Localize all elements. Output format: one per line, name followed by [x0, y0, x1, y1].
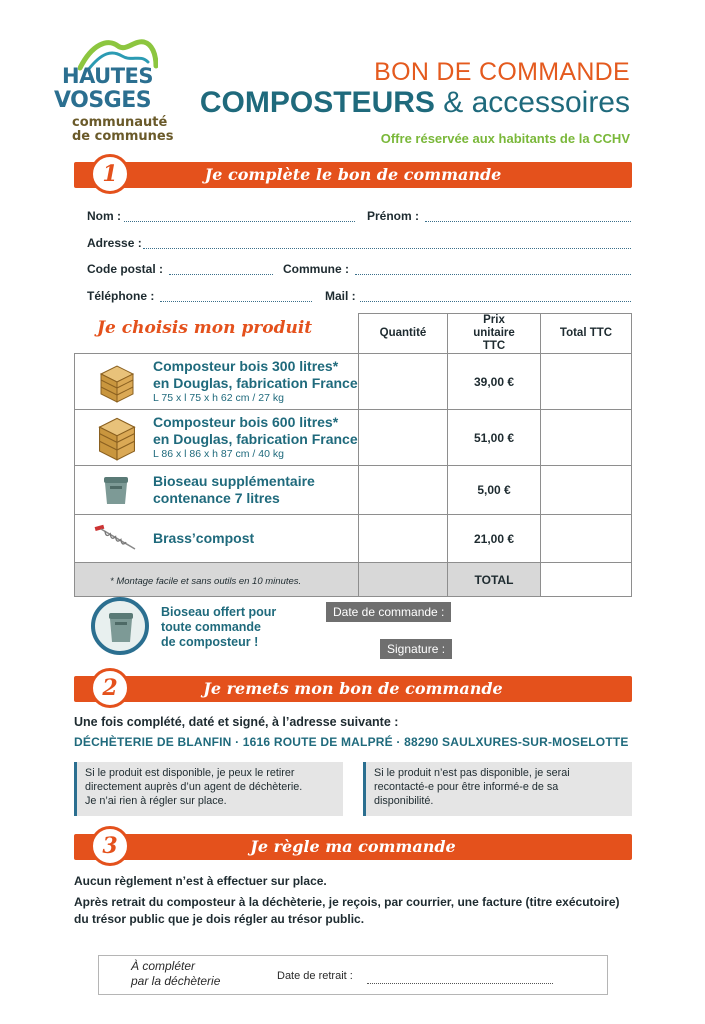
reglement-line-1: Aucun règlement n’est à effectuer sur place.: [74, 874, 327, 888]
wooden-composter-icon: [95, 360, 139, 404]
product-name: Bioseau supplémentaire: [153, 473, 315, 489]
table-row: [75, 410, 632, 466]
section-1-number: 1: [90, 154, 130, 194]
dechetterie-box-label: [131, 959, 220, 989]
quantity-cell[interactable]: [359, 410, 448, 466]
total-cell[interactable]: [541, 515, 632, 563]
section-1-title: Je complète le bon de commande: [204, 165, 502, 184]
code-postal-field[interactable]: [169, 274, 273, 275]
reglement-paragraph: [74, 894, 639, 928]
hautes-vosges-logo: [50, 36, 185, 146]
product-cell: [75, 466, 359, 515]
total-cell[interactable]: [541, 466, 632, 515]
adresse-field[interactable]: [143, 248, 631, 249]
section-2-number: 2: [90, 668, 130, 708]
total-cell[interactable]: [541, 354, 632, 410]
product-desc: en Douglas, fabrication France: [153, 375, 358, 391]
date-retrait-field[interactable]: [367, 983, 553, 984]
telephone-field[interactable]: [160, 301, 312, 302]
product-name: Composteur bois 300 litres*: [153, 358, 339, 374]
commune-field[interactable]: [355, 274, 631, 275]
logo-text-communaute: communauté: [72, 115, 168, 130]
table-header-prix-text: Prix unitaire TTC: [473, 314, 515, 352]
code-postal-label: Code postal :: [87, 262, 164, 276]
montage-note: * Montage facile et sans outils en 10 minutes.: [110, 575, 302, 587]
quantity-cell[interactable]: [359, 515, 448, 563]
prenom-label: Prénom :: [367, 209, 420, 223]
product-dims: L 86 x l 86 x h 87 cm / 40 kg: [153, 448, 284, 460]
signature-label: Signature :: [380, 639, 452, 659]
info-available-line: Je n’ai rien à régler sur place.: [85, 795, 227, 807]
quantity-cell[interactable]: [359, 354, 448, 410]
reglement-line-2: Après retrait du composteur à la déchèterie, je reçois, par courrier, une facture (titre exécutoire): [74, 895, 620, 909]
dechetterie-box-label-2: par la déchèterie: [131, 974, 221, 988]
date-commande-label: Date de commande :: [326, 602, 451, 622]
mail-label: Mail :: [325, 289, 356, 303]
logo-text-hautes: HAUTES: [62, 64, 154, 88]
table-row: [75, 354, 632, 410]
choose-product-heading: Je choisis mon produit: [97, 318, 313, 338]
table-header-quantite: Quantité: [359, 314, 448, 354]
product-cell: [75, 515, 359, 563]
title-accessoires: & accessoires: [434, 86, 630, 119]
section-1-bar: [74, 162, 632, 188]
product-table: [74, 313, 632, 597]
title-composteurs-bold: COMPOSTEURS: [199, 86, 435, 119]
product-dims: L 75 x l 75 x h 62 cm / 27 kg: [153, 392, 284, 404]
prenom-field[interactable]: [425, 221, 631, 222]
date-retrait-label: Date de retrait :: [277, 970, 353, 982]
price-cell: 39,00 €: [448, 354, 541, 410]
bucket-icon: [99, 473, 133, 507]
montage-note-cell: [75, 563, 359, 597]
total-spacer: [359, 563, 448, 597]
table-header-total: Total TTC: [541, 314, 632, 354]
info-available-line: Si le produit est disponible, je peux le retirer: [85, 767, 295, 779]
section-2-bar: [74, 676, 632, 702]
offer-line-3: de composteur !: [161, 635, 259, 649]
address-intro: Une fois complété, daté et signé, à l’adresse suivante :: [74, 715, 399, 729]
product-name: Composteur bois 600 litres*: [153, 414, 339, 430]
info-unavailable-line: disponibilité.: [374, 795, 434, 807]
logo-text-vosges: VOSGES: [54, 88, 152, 113]
info-available: [74, 762, 343, 816]
product-cell: [75, 410, 359, 466]
wooden-composter-icon: [93, 414, 141, 462]
table-row: [75, 515, 632, 563]
offer-line-1: Bioseau offert pour: [161, 605, 277, 619]
mail-field[interactable]: [360, 301, 631, 302]
product-desc: contenance 7 litres: [153, 490, 280, 506]
total-label: TOTAL: [448, 563, 541, 597]
compost-aerator-icon: [91, 521, 139, 557]
table-row: [75, 466, 632, 515]
info-unavailable: [363, 762, 632, 816]
price-cell: 21,00 €: [448, 515, 541, 563]
total-cell[interactable]: [541, 410, 632, 466]
info-unavailable-line: Si le produit n’est pas disponible, je serai: [374, 767, 570, 779]
bucket-icon: [106, 610, 136, 644]
dechetterie-address: DÉCHÈTERIE DE BLANFIN · 1616 ROUTE DE MALPRÉ · 88290 SAULXURES-SUR-MOSELOTTE: [74, 735, 629, 749]
product-cell: [75, 354, 359, 410]
grand-total-cell[interactable]: [541, 563, 632, 597]
section-2-title: Je remets mon bon de commande: [203, 679, 503, 698]
nom-label: Nom :: [87, 209, 121, 223]
table-header-prix: [448, 314, 541, 354]
info-available-line: directement auprès d’un agent de déchèterie.: [85, 781, 303, 793]
price-cell: 51,00 €: [448, 410, 541, 466]
commune-label: Commune :: [283, 262, 349, 276]
nom-field[interactable]: [124, 221, 355, 222]
total-row: [75, 563, 632, 597]
offer-line-2: toute commande: [161, 620, 262, 634]
product-desc: en Douglas, fabrication France: [153, 431, 358, 447]
section-3-bar: [74, 834, 632, 860]
section-3-number: 3: [90, 826, 130, 866]
title-bon-de-commande: BON DE COMMANDE: [374, 58, 630, 86]
dechetterie-box-label-1: À compléter: [131, 959, 196, 973]
telephone-label: Téléphone :: [87, 289, 155, 303]
adresse-label: Adresse :: [87, 236, 142, 250]
quantity-cell[interactable]: [359, 466, 448, 515]
price-cell: 5,00 €: [448, 466, 541, 515]
offer-text: [161, 605, 276, 650]
title-composteurs: [200, 86, 630, 120]
section-3-title: Je règle ma commande: [250, 837, 456, 856]
dechetterie-box: [98, 955, 608, 995]
product-name: Brass’compost: [153, 530, 255, 546]
logo-text-de-communes: de communes: [72, 129, 174, 144]
info-unavailable-line: recontacté-e pour être informé-e de sa: [374, 781, 559, 793]
reglement-line-3: du trésor public que je dois régler au trésor public.: [74, 912, 365, 926]
subtitle-offre: Offre réservée aux habitants de la CCHV: [380, 131, 630, 146]
offer-bucket-badge: [91, 597, 149, 655]
